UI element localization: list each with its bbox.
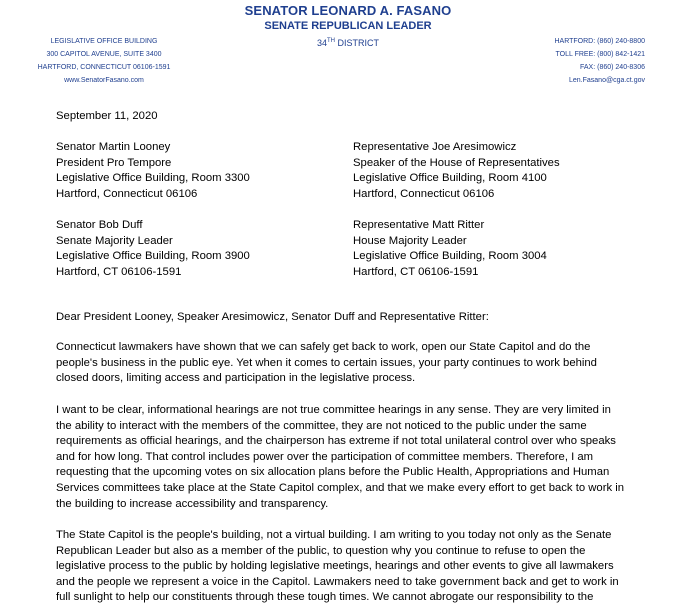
text-line: Services committees take place at the State Capitol complex, and that we make every effort to get back to work in [56,481,625,494]
addressee-line: Legislative Office Building, Room 3900 [56,250,250,263]
text-line: and the people we represent a voice in the Capitol. Lawmakers need to take government back and get to work in [56,575,619,588]
text-line: and for how long. That control includes power over the participation of committee members. Therefore, I am [56,450,594,463]
text-line: Republican Leader but also as a member of the public, to question why you continue to refuse to open the [56,544,586,557]
addressee-line: House Majority Leader [353,234,467,247]
text-line: The State Capitol is the people's building, not a virtual building. I am writing to you today not only as the Senate [56,529,612,541]
addressee-line: Speaker of the House of Representatives [353,156,560,169]
addressee-duff [56,218,346,280]
fax-number: FAX: (860) 240-8306 [580,64,645,71]
text-line: Connecticut lawmakers have shown that we can safely get back to work, open our State Capitol and do the [56,341,591,353]
office-address [34,35,174,87]
text-line: closed doors, limiting access and participation in the legislative process. [56,372,416,385]
paragraph-1 [56,340,644,387]
text-line: full sunlight to help our constituents through these tough times. We cannot abrogate our responsibility to the [56,591,594,604]
addressee-line: Senator Bob Duff [56,219,143,231]
address-line: 300 CAPITOL AVENUE, SUITE 3400 [46,51,162,58]
salutation: Dear President Looney, Speaker Aresimowicz, Senator Duff and Representative Ritter: [56,311,489,323]
district-word: DISTRICT [337,38,380,48]
addressee-line: Hartford, Connecticut 06106 [353,187,495,200]
addressee-line: President Pro Tempore [56,156,172,169]
addressee-line: Senator Martin Looney [56,141,171,153]
addressee-line: Representative Matt Ritter [353,219,485,231]
text-line: the building to increase accessibility and transparency. [56,497,329,510]
website-link[interactable]: www.SenatorFasano.com [64,77,144,84]
addressee-aresimowicz [353,140,643,202]
addressee-line: Hartford, CT 06106-1591 [353,265,479,278]
addressee-line: Representative Joe Aresimowicz [353,141,517,153]
address-line: LEGISLATIVE OFFICE BUILDING [50,38,158,45]
senator-name: SENATOR LEONARD A. FASANO [244,3,452,18]
text-line: requirements as official hearings, and the chairperson has extreme if not total unilateral control over who speaks [56,435,616,448]
letter-date: September 11, 2020 [56,110,158,122]
district-number: 34 [316,38,327,48]
addressee-line: Legislative Office Building, Room 3300 [56,172,250,185]
text-line: legislative process to the public by holding legislative meetings, hearings and other events to give all lawmakers [56,560,614,573]
addressee-line: Legislative Office Building, Room 3004 [353,250,547,263]
text-line: I want to be clear, informational hearings are not true committee hearings in any sense. They are very limited in [56,404,611,416]
addressee-looney [56,140,346,202]
addressee-line: Senate Majority Leader [56,234,173,247]
phone-toll-free: TOLL FREE: (800) 842-1421 [555,51,645,58]
paragraph-2 [56,403,644,512]
leader-title: SENATE REPUBLICAN LEADER [264,20,432,32]
addressee-ritter [353,218,643,280]
text-line: requesting that the upcoming votes on six allocation plans before the Public Health, Appropriations and Human [56,466,610,479]
addressee-line: Hartford, CT 06106-1591 [56,265,182,278]
addressee-line: Legislative Office Building, Room 4100 [353,172,547,185]
text-line: the ability to interact with the members of the committee, they are not noticed to the public under the same [56,419,587,432]
address-line: HARTFORD, CONNECTICUT 06106-1591 [37,64,171,71]
text-line: people's business in the public eye. Yet when it comes to certain issues, your party continues to work behind [56,356,597,369]
district-suffix: TH [327,38,335,44]
contact-info [505,35,645,87]
phone-hartford: HARTFORD: (860) 240-8800 [554,38,645,45]
addressee-line: Hartford, Connecticut 06106 [56,187,198,200]
email-link[interactable]: Len.Fasano@cga.ct.gov [569,77,645,84]
paragraph-3 [56,528,644,606]
